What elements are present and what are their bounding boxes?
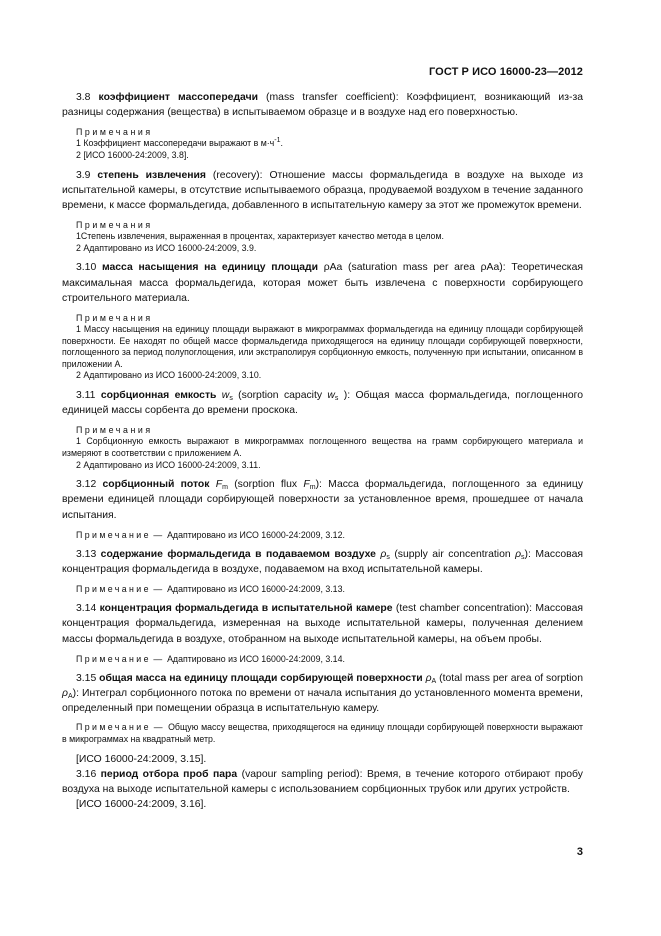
reference-3-16: [ИСО 16000-24:2009, 3.16]. <box>76 798 207 810</box>
page-number: 3 <box>576 846 583 858</box>
term-definition: (mass transfer coefficient): Коэффициент, возникающий из-за разницы содержания (вещества) в испытываемом образце и в воздухе над его поверхностью. <box>62 92 583 119</box>
term-title: общая масса на единицу площади сорбирующей поверхности <box>99 672 423 684</box>
note-item: 2 Адаптировано из ИСО 16000-24:2009, 3.11. <box>76 459 261 470</box>
note-3-15: Примечание — Общую массу вещества, приходящегося на единицу площади сорбирующей поверхности выражают в микрограммах на квадратный метр. <box>62 722 584 744</box>
term-title: степень извлечения <box>97 169 206 181</box>
term-definition: ): Массовая концентрация формальдегида в воздухе, подаваемом на вход испытательной камеры. <box>62 548 583 575</box>
term-number: 3.16 <box>76 768 101 780</box>
notes-3-9 <box>62 219 583 254</box>
term-3-14 <box>62 601 583 647</box>
note-item: 2 Адаптировано из ИСО 16000-24:2009, 3.10. <box>76 370 262 381</box>
term-number: 3.9 <box>76 169 98 181</box>
note-item: 2 Адаптировано из ИСО 16000-24:2009, 3.9. <box>76 242 257 253</box>
term-3-9 <box>62 168 583 214</box>
term-title: сорбционная емкость <box>100 389 217 401</box>
term-title: период отбора проб пара <box>100 768 238 780</box>
term-title: коэффициент массопередачи <box>98 92 258 103</box>
notes-3-10 <box>62 312 583 382</box>
term-title: сорбционный поток <box>102 479 210 491</box>
term-number: 3.11 <box>76 389 101 401</box>
notes-3-11 <box>62 424 583 471</box>
term-3-15: 3.15 общая масса на единицу площади сорбирующей поверхности $\rho_A$ (total mass per area of sorption $\rho_A$): Интеграл сорбционного потока по времени от начала испытания до установленного момента времени, определенный при помещении образца в испытательную камеру. <box>62 672 583 715</box>
note-3-14: Примечание — Адаптировано из ИСО 16000-24:2009, 3.14. <box>76 653 345 664</box>
reference-3-15: [ИСО 16000-24:2009, 3.15]. <box>76 753 207 765</box>
note-3-12: Примечание — Адаптировано из ИСО 16000-24:2009, 3.12. <box>76 529 345 540</box>
notes-3-8 <box>62 126 583 161</box>
term-3-10 <box>62 260 583 306</box>
note-item: 1 Сорбционную емкость выражают в микрограммах поглощенного вещества на грамм сорбирующего материала и измеряют в соответствии с приложением А. <box>62 436 583 458</box>
document-body <box>62 90 583 812</box>
term-title: концентрация формальдегида в испытательной камере <box>99 603 393 615</box>
note-item: 1 Коэффициент массопередачи выражают в $м\cdot ч^{-1}$. <box>76 137 283 149</box>
term-number: 3.15 <box>76 672 100 684</box>
term-definition: ): Масса формальдегида, поглощенного за единицу времени единицей площади сорбирующей поверхности за установленное время, прошедшее от начала испытания. <box>62 479 584 521</box>
term-number: 3.12 <box>76 479 103 491</box>
notes-heading: Примечания <box>76 127 153 138</box>
note-item: 2 [ИСО 16000-24:2009, 3.8]. <box>76 150 189 160</box>
term-3-8 <box>62 90 583 120</box>
term-definition: (test chamber concentration): Массовая концентрация формальдегида, измеренная на выходе испытательной камеры, полученная делением массы формальдегида в воздухе, отобранном на выходе испытательной камеры, на объем пробы. <box>62 603 583 645</box>
term-definition: ): Интеграл сорбционного потока по времени от начала испытания до установленного момента времени, определенный при помещении образца в испытательную камеру. <box>62 687 583 715</box>
note-item: 1 Массу насыщения на единицу площади выражают в микрограммах формальдегида на единицу площади сорбирующей поверхности. Ее находят по общей массе формальдегида приходящегося на единицу площади сорбирующей поверхности, поглощенного за период полупоглощения, или экстраполируя сорбционную емкость, полученную при испытании, описанном в приложении А. <box>62 324 583 369</box>
term-definition: ρAa (saturation mass per area ρAa): Теоретическая максимальная масса формальдегида, которая может быть извлечена с поверхности сорбирующего строительного материала. <box>62 262 583 304</box>
term-3-12: 3.12 сорбционный поток $F_m$ (sorption flux $F_m$): Масса формальдегида, поглощенного за единицу времени единицей площади сорбирующей поверхности за установленное время, прошедшее от начала испытания. <box>62 479 584 521</box>
term-title: содержание формальдегида в подаваемом воздухе <box>100 548 376 560</box>
notes-heading: Примечания <box>76 313 153 323</box>
notes-heading: Примечания <box>76 220 153 231</box>
term-number: 3.8 <box>76 92 99 103</box>
note-item: 1Степень извлечения, выраженная в процентах, характеризует качество метода в целом. <box>76 231 444 242</box>
term-number: 3.13 <box>76 548 101 560</box>
term-definition: ): Общая масса формальдегида, поглощенного единицей массы сорбента до времени проскока. <box>62 389 584 417</box>
term-3-16 <box>62 767 583 797</box>
term-number: 3.14 <box>76 603 100 615</box>
term-definition: (vapour sampling period): Время, в течение которого отбирают пробу воздуха на выходе испытательной камеры с использованием сорбционных трубок или других устройств. <box>62 768 583 795</box>
term-number: 3.10 <box>76 262 102 274</box>
notes-heading: Примечания <box>76 425 153 436</box>
term-3-11: 3.11 сорбционная емкость $w_s$ (sorption capacity $w_s$ ): Общая масса формальдегида, поглощенного единицей массы сорбента до времени проскока. <box>62 389 584 417</box>
term-3-13: 3.13 содержание формальдегида в подаваемом воздухе $\rho_s$ (supply air concentration $\rho_s$): Массовая концентрация формальдегида в воздухе, подаваемом на вход испытательной камеры. <box>62 548 583 575</box>
term-definition: (recovery): Отношение массы формальдегида в воздухе на выходе из испытательной камеры, в отсутствие испытываемого образца, продуваемой воздухом в течение заданного времени, к массе формальдегида, добавленного в испытательную камеру за этот же промежуток времени. <box>62 169 583 211</box>
standard-header: ГОСТ Р ИСО 16000-23—2012 <box>428 66 583 78</box>
note-3-13: Примечание — Адаптировано из ИСО 16000-24:2009, 3.13. <box>76 584 345 595</box>
term-title: масса насыщения на единицу площади <box>101 262 318 274</box>
